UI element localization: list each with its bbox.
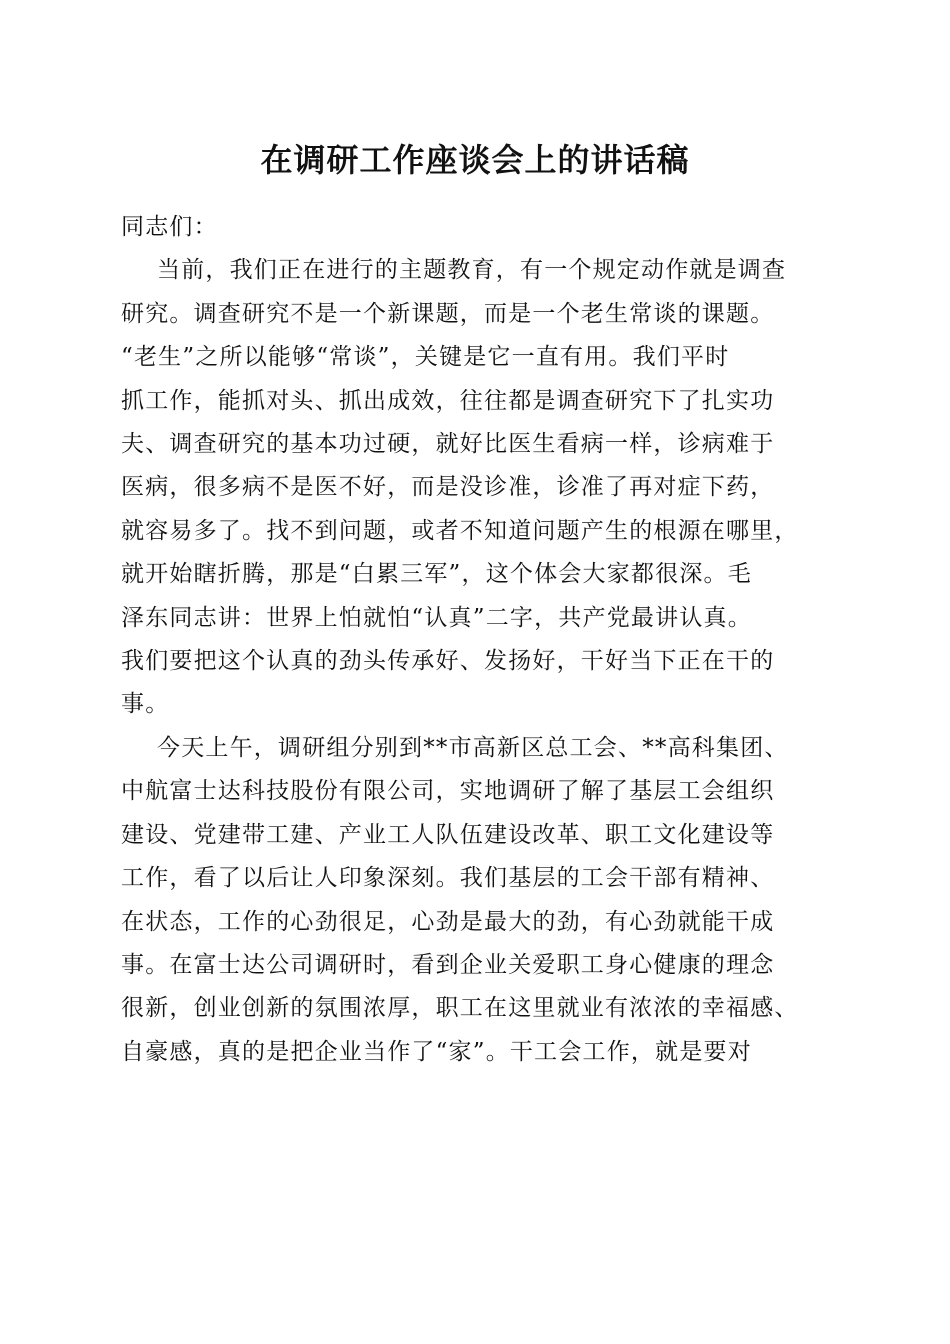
paragraph-line: 很新，创业创新的氛围浓厚，职工在这里就业有浓浓的幸福感、 xyxy=(121,995,799,1022)
paragraph-line: 工作，看了以后让人印象深刻。我们基层的工会干部有精神、 xyxy=(121,865,775,892)
paragraph-line: 抓工作，能抓对头、抓出成效，往往都是调查研究下了扎实功 xyxy=(121,387,775,414)
paragraph-line: 自豪感，真的是把企业当作了“家”。干工会工作，就是要对 xyxy=(121,1038,752,1065)
document-body xyxy=(121,206,836,1074)
paragraph-line: 我们要把这个认真的劲头传承好、发扬好，干好当下正在干的 xyxy=(121,648,775,675)
paragraph-line: 研究。调查研究不是一个新课题，而是一个老生常谈的课题。 xyxy=(121,300,775,327)
paragraph-line: 在状态，工作的心劲很足，心劲是最大的劲，有心劲就能干成 xyxy=(121,908,775,935)
paragraph-line: 泽东同志讲：世界上怕就怕“认真”二字，共产党最讲认真。 xyxy=(121,604,752,631)
salutation: 同志们： xyxy=(121,214,218,240)
paragraph-line: 当前，我们正在进行的主题教育，有一个规定动作就是调查 xyxy=(157,257,787,284)
paragraph-2 xyxy=(121,727,836,1074)
paragraph-line: 建设、党建带工建、产业工人队伍建设改革、职工文化建设等 xyxy=(121,821,775,848)
paragraph-line: 就开始瞎折腾，那是“白累三军”，这个体会大家都很深。毛 xyxy=(121,561,752,588)
paragraph-line: 就容易多了。找不到问题，或者不知道问题产生的根源在哪里， xyxy=(121,517,799,544)
paragraph-line: “老生”之所以能够“常谈”，关键是它一直有用。我们平时 xyxy=(121,344,730,371)
document-title: 在调研工作座谈会上的讲话稿 xyxy=(260,141,690,179)
paragraph-line: 事。在富士达公司调研时，看到企业关爱职工身心健康的理念 xyxy=(121,951,775,978)
paragraph-line: 今天上午，调研组分别到**市高新区总工会、**高科集团、 xyxy=(157,734,789,761)
paragraph-line: 事。 xyxy=(121,691,170,718)
paragraph-line: 医病，很多病不是医不好，而是没诊准，诊准了再对症下药， xyxy=(121,474,775,501)
paragraph-line: 夫、调查研究的基本功过硬，就好比医生看病一样，诊病难于 xyxy=(121,431,775,458)
paragraph-line: 中航富士达科技股份有限公司，实地调研了解了基层工会组织 xyxy=(121,778,775,805)
paragraph-1 xyxy=(121,249,836,726)
